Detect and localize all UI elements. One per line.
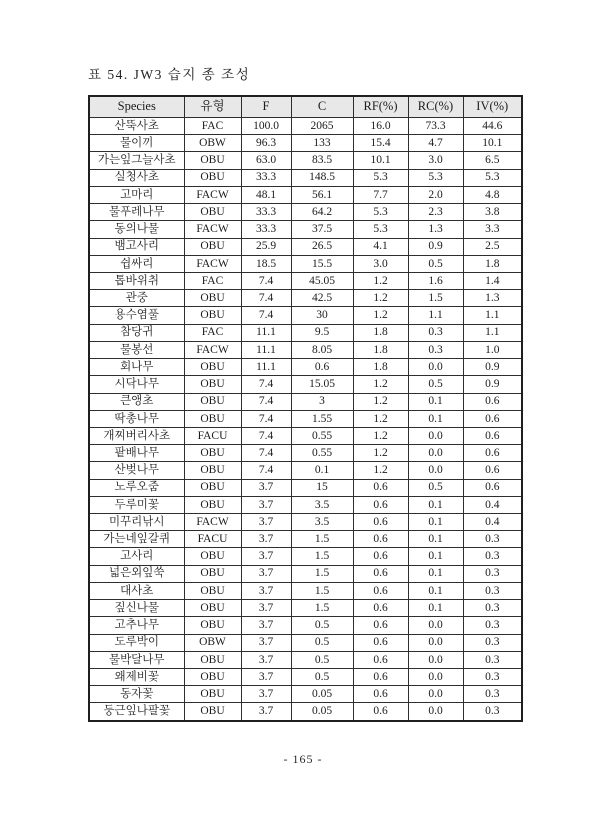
page-number: - 165 - <box>283 752 323 766</box>
species-name-cell: 쉽싸리 <box>89 255 184 272</box>
value-cell: 4.1 <box>353 238 408 255</box>
value-cell: 1.55 <box>291 410 353 427</box>
species-name-cell: 용수염풀 <box>89 307 184 324</box>
value-cell: 1.1 <box>408 307 463 324</box>
value-cell: 0.5 <box>408 479 463 496</box>
value-cell: FACW <box>184 341 241 358</box>
table-row <box>89 290 522 307</box>
value-cell: OBU <box>184 204 241 221</box>
value-cell: 1.2 <box>353 290 408 307</box>
value-cell: 11.1 <box>241 324 291 341</box>
value-cell: 0.1 <box>408 548 463 565</box>
species-name-cell: 고추나무 <box>89 617 184 634</box>
value-cell: 3.7 <box>241 531 291 548</box>
value-cell: 5.3 <box>408 169 463 186</box>
value-cell: 0.1 <box>408 496 463 513</box>
value-cell: OBU <box>184 548 241 565</box>
value-cell: 3.7 <box>241 600 291 617</box>
table-row <box>89 514 522 531</box>
table-row <box>89 272 522 289</box>
species-name-cell: 시닥나무 <box>89 376 184 393</box>
value-cell: 15.5 <box>291 255 353 272</box>
value-cell: 1.3 <box>408 221 463 238</box>
table-row <box>89 393 522 410</box>
species-name-cell: 물푸레나무 <box>89 204 184 221</box>
table-row <box>89 565 522 582</box>
value-cell: 7.4 <box>241 376 291 393</box>
table-row <box>89 324 522 341</box>
value-cell: 0.1 <box>408 582 463 599</box>
value-cell: 0.0 <box>408 651 463 668</box>
value-cell: 0.1 <box>291 462 353 479</box>
table-row <box>89 221 522 238</box>
value-cell: 1.8 <box>353 341 408 358</box>
value-cell: 0.3 <box>463 600 522 617</box>
value-cell: 1.2 <box>353 376 408 393</box>
value-cell: FACU <box>184 531 241 548</box>
species-name-cell: 대사초 <box>89 582 184 599</box>
value-cell: OBW <box>184 634 241 651</box>
table-row <box>89 307 522 324</box>
value-cell: 44.6 <box>463 118 522 135</box>
value-cell: 0.6 <box>353 548 408 565</box>
value-cell: 48.1 <box>241 186 291 203</box>
value-cell: 3 <box>291 393 353 410</box>
value-cell: 2065 <box>291 118 353 135</box>
value-cell: 33.3 <box>241 221 291 238</box>
value-cell: 7.4 <box>241 307 291 324</box>
value-cell: 148.5 <box>291 169 353 186</box>
value-cell: 0.6 <box>353 703 408 721</box>
value-cell: OBU <box>184 393 241 410</box>
value-cell: 3.7 <box>241 496 291 513</box>
table-row <box>89 255 522 272</box>
species-name-cell: 넓은외잎쑥 <box>89 565 184 582</box>
value-cell: 0.6 <box>463 427 522 444</box>
value-cell: 0.6 <box>353 479 408 496</box>
value-cell: 3.7 <box>241 634 291 651</box>
table-row <box>89 669 522 686</box>
value-cell: 0.6 <box>353 514 408 531</box>
species-name-cell: 딱총나무 <box>89 410 184 427</box>
value-cell: OBU <box>184 307 241 324</box>
value-cell: FAC <box>184 272 241 289</box>
value-cell: 0.5 <box>408 376 463 393</box>
value-cell: 0.0 <box>408 617 463 634</box>
table-row <box>89 686 522 703</box>
value-cell: 1.1 <box>463 307 522 324</box>
value-cell: 25.9 <box>241 238 291 255</box>
value-cell: OBU <box>184 582 241 599</box>
table-row <box>89 410 522 427</box>
value-cell: OBU <box>184 359 241 376</box>
table-row <box>89 445 522 462</box>
value-cell: 0.3 <box>463 531 522 548</box>
value-cell: 37.5 <box>291 221 353 238</box>
value-cell: 3.7 <box>241 479 291 496</box>
species-name-cell: 노루오줌 <box>89 479 184 496</box>
value-cell: 0.1 <box>408 393 463 410</box>
value-cell: OBU <box>184 290 241 307</box>
value-cell: OBU <box>184 410 241 427</box>
column-header: F <box>241 96 291 118</box>
value-cell: 1.2 <box>353 462 408 479</box>
value-cell: 1.8 <box>353 359 408 376</box>
value-cell: 3.5 <box>291 496 353 513</box>
value-cell: 0.3 <box>463 703 522 721</box>
value-cell: 33.3 <box>241 169 291 186</box>
value-cell: 7.7 <box>353 186 408 203</box>
value-cell: OBU <box>184 152 241 169</box>
value-cell: 0.9 <box>463 376 522 393</box>
value-cell: OBU <box>184 238 241 255</box>
value-cell: 1.2 <box>353 427 408 444</box>
column-header: RF(%) <box>353 96 408 118</box>
value-cell: 4.8 <box>463 186 522 203</box>
value-cell: 2.0 <box>408 186 463 203</box>
value-cell: 0.6 <box>353 651 408 668</box>
value-cell: FAC <box>184 324 241 341</box>
value-cell: 9.5 <box>291 324 353 341</box>
species-name-cell: 회나무 <box>89 359 184 376</box>
value-cell: OBU <box>184 496 241 513</box>
table-row <box>89 204 522 221</box>
value-cell: 83.5 <box>291 152 353 169</box>
column-header: RC(%) <box>408 96 463 118</box>
species-name-cell: 참당귀 <box>89 324 184 341</box>
value-cell: 1.5 <box>408 290 463 307</box>
table-row <box>89 634 522 651</box>
value-cell: 5.3 <box>353 204 408 221</box>
value-cell: 16.0 <box>353 118 408 135</box>
value-cell: 3.7 <box>241 617 291 634</box>
value-cell: 1.3 <box>463 290 522 307</box>
value-cell: 0.0 <box>408 359 463 376</box>
value-cell: 7.4 <box>241 427 291 444</box>
value-cell: 0.5 <box>408 255 463 272</box>
species-name-cell: 톱바위취 <box>89 272 184 289</box>
value-cell: 42.5 <box>291 290 353 307</box>
value-cell: 8.05 <box>291 341 353 358</box>
value-cell: 7.4 <box>241 462 291 479</box>
value-cell: 1.8 <box>353 324 408 341</box>
table-row <box>89 582 522 599</box>
value-cell: 1.6 <box>408 272 463 289</box>
value-cell: 0.6 <box>463 479 522 496</box>
value-cell: 0.6 <box>353 565 408 582</box>
value-cell: 1.5 <box>291 565 353 582</box>
value-cell: 1.2 <box>353 410 408 427</box>
species-name-cell: 가는네잎갈퀴 <box>89 531 184 548</box>
value-cell: 1.2 <box>353 272 408 289</box>
value-cell: OBU <box>184 376 241 393</box>
species-name-cell: 도루박이 <box>89 634 184 651</box>
value-cell: 0.0 <box>408 445 463 462</box>
value-cell: 0.3 <box>463 582 522 599</box>
table-row <box>89 341 522 358</box>
value-cell: 0.6 <box>463 410 522 427</box>
value-cell: 3.0 <box>353 255 408 272</box>
value-cell: 3.3 <box>463 221 522 238</box>
value-cell: 15.4 <box>353 135 408 152</box>
column-header: Species <box>89 96 184 118</box>
value-cell: 33.3 <box>241 204 291 221</box>
value-cell: 0.6 <box>353 634 408 651</box>
species-name-cell: 둥근잎나팔꽃 <box>89 703 184 721</box>
value-cell: 3.7 <box>241 703 291 721</box>
value-cell: 0.5 <box>291 651 353 668</box>
value-cell: 3.7 <box>241 582 291 599</box>
species-name-cell: 관중 <box>89 290 184 307</box>
value-cell: OBU <box>184 445 241 462</box>
value-cell: 1.5 <box>291 582 353 599</box>
value-cell: 10.1 <box>463 135 522 152</box>
value-cell: 133 <box>291 135 353 152</box>
table-row <box>89 548 522 565</box>
value-cell: 0.05 <box>291 686 353 703</box>
value-cell: OBU <box>184 651 241 668</box>
value-cell: 15 <box>291 479 353 496</box>
value-cell: 0.55 <box>291 445 353 462</box>
species-name-cell: 동의나물 <box>89 221 184 238</box>
value-cell: 0.0 <box>408 427 463 444</box>
value-cell: 7.4 <box>241 410 291 427</box>
value-cell: 5.3 <box>353 169 408 186</box>
table-row <box>89 462 522 479</box>
value-cell: 30 <box>291 307 353 324</box>
value-cell: 0.3 <box>463 548 522 565</box>
value-cell: 0.6 <box>353 669 408 686</box>
species-name-cell: 개찌버리사초 <box>89 427 184 444</box>
value-cell: OBU <box>184 479 241 496</box>
value-cell: 0.3 <box>463 617 522 634</box>
value-cell: 0.3 <box>463 634 522 651</box>
value-cell: 4.7 <box>408 135 463 152</box>
value-cell: OBW <box>184 135 241 152</box>
value-cell: 0.6 <box>353 600 408 617</box>
value-cell: 7.4 <box>241 290 291 307</box>
value-cell: 0.6 <box>463 393 522 410</box>
table-row <box>89 152 522 169</box>
value-cell: 3.7 <box>241 565 291 582</box>
value-cell: 7.4 <box>241 272 291 289</box>
value-cell: 0.1 <box>408 531 463 548</box>
value-cell: 0.6 <box>353 496 408 513</box>
value-cell: 0.05 <box>291 703 353 721</box>
value-cell: 0.0 <box>408 634 463 651</box>
value-cell: OBU <box>184 462 241 479</box>
value-cell: 11.1 <box>241 359 291 376</box>
table-row <box>89 703 522 721</box>
table-row <box>89 617 522 634</box>
value-cell: 0.6 <box>353 531 408 548</box>
value-cell: 0.9 <box>463 359 522 376</box>
value-cell: 0.4 <box>463 514 522 531</box>
species-name-cell: 실청사초 <box>89 169 184 186</box>
value-cell: 56.1 <box>291 186 353 203</box>
value-cell: 0.5 <box>291 617 353 634</box>
value-cell: 0.6 <box>353 582 408 599</box>
value-cell: 64.2 <box>291 204 353 221</box>
value-cell: 3.7 <box>241 514 291 531</box>
value-cell: 2.5 <box>463 238 522 255</box>
value-cell: 0.1 <box>408 410 463 427</box>
value-cell: OBU <box>184 703 241 721</box>
value-cell: 0.55 <box>291 427 353 444</box>
value-cell: OBU <box>184 669 241 686</box>
value-cell: 1.5 <box>291 548 353 565</box>
column-header: C <box>291 96 353 118</box>
value-cell: FACW <box>184 255 241 272</box>
value-cell: 0.3 <box>463 565 522 582</box>
value-cell: 45.05 <box>291 272 353 289</box>
value-cell: 6.5 <box>463 152 522 169</box>
table-row <box>89 427 522 444</box>
value-cell: 0.3 <box>408 341 463 358</box>
value-cell: 1.2 <box>353 393 408 410</box>
value-cell: 0.6 <box>463 462 522 479</box>
column-header: 유형 <box>184 96 241 118</box>
table-row <box>89 169 522 186</box>
species-name-cell: 산벚나무 <box>89 462 184 479</box>
value-cell: 26.5 <box>291 238 353 255</box>
value-cell: 0.4 <box>463 496 522 513</box>
value-cell: 0.6 <box>353 617 408 634</box>
value-cell: 3.7 <box>241 686 291 703</box>
table-row <box>89 496 522 513</box>
species-name-cell: 물봉선 <box>89 341 184 358</box>
value-cell: 0.0 <box>408 462 463 479</box>
value-cell: 0.3 <box>408 324 463 341</box>
value-cell: 0.6 <box>353 686 408 703</box>
species-name-cell: 두루미꽃 <box>89 496 184 513</box>
value-cell: 0.1 <box>408 565 463 582</box>
value-cell: 0.3 <box>463 669 522 686</box>
species-name-cell: 물이끼 <box>89 135 184 152</box>
species-name-cell: 가는잎그늘사초 <box>89 152 184 169</box>
table-row <box>89 238 522 255</box>
species-name-cell: 뱀고사리 <box>89 238 184 255</box>
table-row <box>89 651 522 668</box>
value-cell: 0.0 <box>408 703 463 721</box>
value-cell: OBU <box>184 617 241 634</box>
table-row <box>89 531 522 548</box>
species-name-cell: 동자꽃 <box>89 686 184 703</box>
value-cell: 0.9 <box>408 238 463 255</box>
value-cell: 2.3 <box>408 204 463 221</box>
value-cell: FAC <box>184 118 241 135</box>
value-cell: 11.1 <box>241 341 291 358</box>
value-cell: 1.2 <box>353 307 408 324</box>
table-body <box>89 118 522 722</box>
value-cell: 0.0 <box>408 686 463 703</box>
value-cell: 10.1 <box>353 152 408 169</box>
value-cell: 1.2 <box>353 445 408 462</box>
value-cell: OBU <box>184 600 241 617</box>
species-name-cell: 물박달나무 <box>89 651 184 668</box>
value-cell: OBU <box>184 565 241 582</box>
value-cell: 1.8 <box>463 255 522 272</box>
value-cell: 3.7 <box>241 548 291 565</box>
species-name-cell: 산뚝사초 <box>89 118 184 135</box>
species-name-cell: 미꾸리낚시 <box>89 514 184 531</box>
value-cell: FACW <box>184 514 241 531</box>
value-cell: 0.1 <box>408 600 463 617</box>
species-name-cell: 고사리 <box>89 548 184 565</box>
value-cell: OBU <box>184 169 241 186</box>
table-row <box>89 359 522 376</box>
species-name-cell: 고마리 <box>89 186 184 203</box>
value-cell: 7.4 <box>241 445 291 462</box>
value-cell: 5.3 <box>463 169 522 186</box>
value-cell: 96.3 <box>241 135 291 152</box>
table-caption: 표 54. JW3 습지 종 조성 <box>88 67 251 82</box>
value-cell: 0.6 <box>291 359 353 376</box>
value-cell: 1.5 <box>291 600 353 617</box>
species-name-cell: 왜제비꽃 <box>89 669 184 686</box>
table-row <box>89 186 522 203</box>
value-cell: 1.1 <box>463 324 522 341</box>
value-cell: 1.0 <box>463 341 522 358</box>
value-cell: 100.0 <box>241 118 291 135</box>
species-composition-table <box>88 95 523 722</box>
species-name-cell: 짚신나물 <box>89 600 184 617</box>
value-cell: 3.5 <box>291 514 353 531</box>
value-cell: FACW <box>184 221 241 238</box>
value-cell: 63.0 <box>241 152 291 169</box>
table-row <box>89 118 522 135</box>
value-cell: 3.8 <box>463 204 522 221</box>
value-cell: 73.3 <box>408 118 463 135</box>
value-cell: 3.0 <box>408 152 463 169</box>
table-row <box>89 479 522 496</box>
value-cell: 1.5 <box>291 531 353 548</box>
value-cell: 0.5 <box>291 634 353 651</box>
column-header: IV(%) <box>463 96 522 118</box>
value-cell: 0.5 <box>291 669 353 686</box>
value-cell: OBU <box>184 686 241 703</box>
value-cell: 0.3 <box>463 651 522 668</box>
species-name-cell: 팥배나무 <box>89 445 184 462</box>
table-row <box>89 376 522 393</box>
value-cell: 0.1 <box>408 514 463 531</box>
value-cell: FACW <box>184 186 241 203</box>
value-cell: 0.0 <box>408 669 463 686</box>
header-row <box>89 96 522 118</box>
value-cell: 3.7 <box>241 651 291 668</box>
value-cell: 18.5 <box>241 255 291 272</box>
value-cell: 0.6 <box>463 445 522 462</box>
value-cell: 0.3 <box>463 686 522 703</box>
table-row <box>89 135 522 152</box>
table-header-row <box>89 96 522 118</box>
species-name-cell: 큰앵초 <box>89 393 184 410</box>
value-cell: 5.3 <box>353 221 408 238</box>
value-cell: 3.7 <box>241 669 291 686</box>
value-cell: 7.4 <box>241 393 291 410</box>
value-cell: FACU <box>184 427 241 444</box>
table-row <box>89 600 522 617</box>
value-cell: 1.4 <box>463 272 522 289</box>
value-cell: 15.05 <box>291 376 353 393</box>
